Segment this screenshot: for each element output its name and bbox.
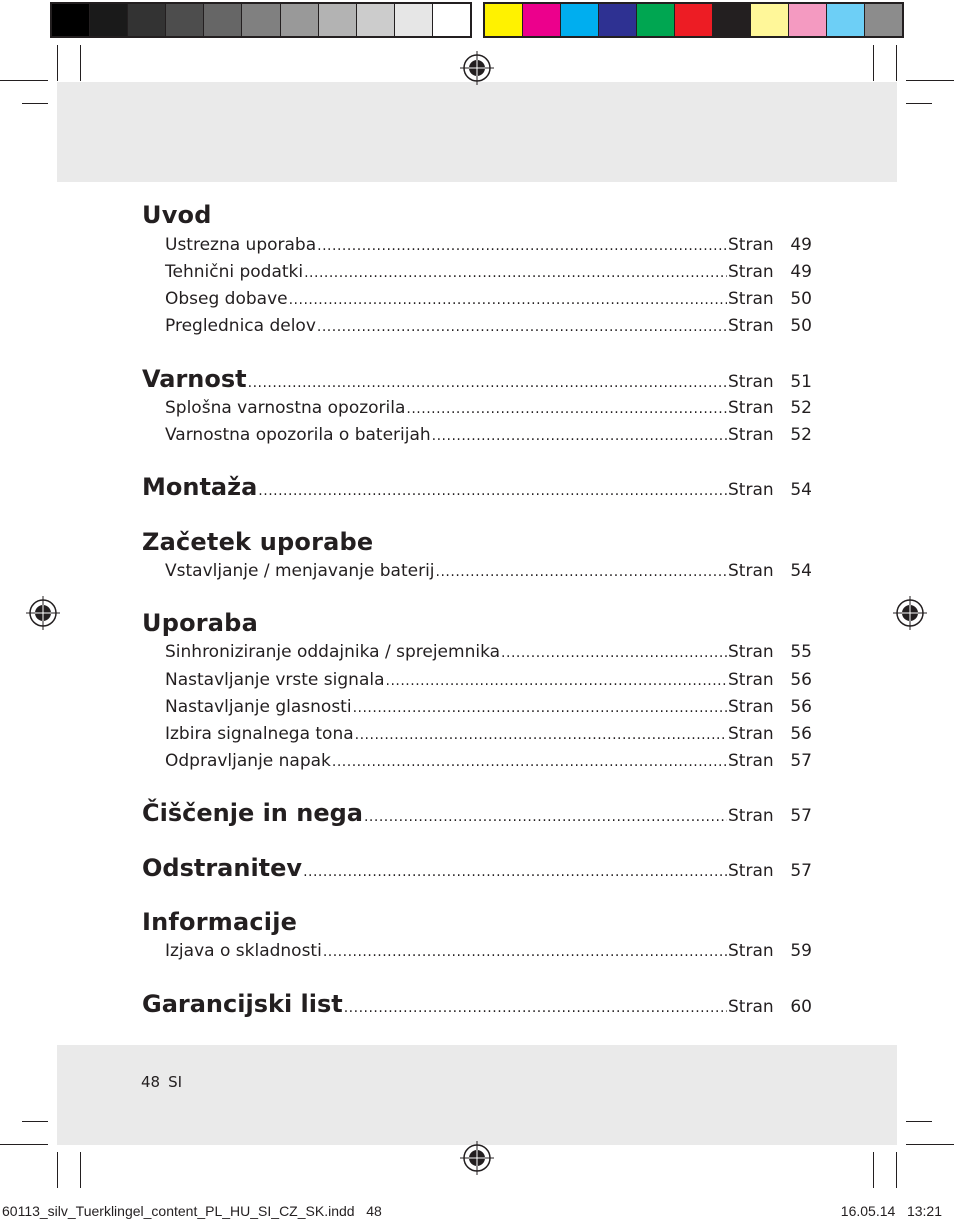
- crop-mark: [80, 1152, 81, 1188]
- slug-filename: 60113_silv_Tuerklingel_content_PL_HU_SI_CZ_SK.indd 48: [2, 1203, 382, 1219]
- registration-mark-icon: [460, 1141, 494, 1175]
- crop-mark: [906, 1144, 954, 1145]
- toc-leader: [355, 727, 727, 743]
- toc-leader: [317, 238, 727, 254]
- crop-mark: [22, 103, 48, 104]
- gray-swatch: [281, 4, 319, 36]
- crop-mark: [57, 1152, 58, 1188]
- toc-leader: [323, 944, 727, 960]
- toc-heading-entry: [142, 365, 812, 395]
- toc-heading-entry: [142, 473, 812, 503]
- registration-mark-icon: [460, 51, 494, 85]
- gray-swatch: [433, 4, 470, 36]
- toc-stran: Stran: [728, 997, 774, 1017]
- toc-page-number: 54: [790, 561, 812, 581]
- toc-stran: Stran: [728, 642, 774, 662]
- toc-stran: Stran: [728, 670, 774, 690]
- crop-mark: [906, 80, 954, 81]
- crop-mark: [896, 1152, 897, 1188]
- toc-entry-label: Odpravljanje napak: [165, 751, 331, 771]
- toc-entry-label: Obseg dobave: [165, 289, 288, 309]
- toc-entry: [165, 262, 812, 284]
- toc-stran: Stran: [728, 697, 774, 717]
- footer-band: [57, 1045, 897, 1145]
- crop-mark: [873, 1152, 874, 1188]
- toc-entry: [165, 316, 812, 338]
- toc-entry: [165, 642, 812, 664]
- toc-leader: [501, 645, 727, 661]
- toc-section-title: Montaža: [142, 473, 258, 501]
- toc-leader: [344, 1000, 727, 1016]
- toc-leader: [406, 401, 727, 417]
- toc-entry: [165, 235, 812, 257]
- toc-leader: [332, 754, 727, 770]
- toc-page-number: 57: [790, 751, 812, 771]
- toc-leader: [258, 483, 727, 499]
- toc-entry: [165, 724, 812, 746]
- toc-stran: Stran: [728, 941, 774, 961]
- gray-swatch: [357, 4, 395, 36]
- toc-stran: Stran: [728, 861, 774, 881]
- toc-page-number: 49: [790, 235, 812, 255]
- crop-mark: [873, 45, 874, 81]
- toc-entry: [165, 697, 812, 719]
- page-number: 48: [141, 1073, 161, 1091]
- toc-leader: [304, 265, 727, 281]
- color-swatch: [713, 4, 751, 36]
- color-swatch: [789, 4, 827, 36]
- gray-swatch: [242, 4, 280, 36]
- color-swatch: [561, 4, 599, 36]
- toc-stran: Stran: [728, 724, 774, 744]
- slug-datetime: 16.05.14 13:21: [840, 1203, 942, 1219]
- toc-entry-label: Izbira signalnega tona: [165, 724, 354, 744]
- color-swatch: [523, 4, 561, 36]
- color-swatch: [637, 4, 675, 36]
- toc-entry: [165, 561, 812, 583]
- toc-leader: [317, 319, 727, 335]
- toc-entry-label: Nastavljanje glasnosti: [165, 697, 352, 717]
- toc-entry: [165, 289, 812, 311]
- toc-entry-label: Ustrezna uporaba: [165, 235, 317, 255]
- toc-entry: [165, 751, 812, 773]
- color-swatch: [485, 4, 523, 36]
- toc-stran: Stran: [728, 235, 774, 255]
- crop-mark: [80, 45, 81, 81]
- toc-leader: [432, 428, 727, 444]
- crop-mark: [896, 45, 897, 81]
- toc-stran: Stran: [728, 316, 774, 336]
- toc-stran: Stran: [728, 751, 774, 771]
- toc-leader: [248, 375, 727, 391]
- toc-section-title: Čiščenje in nega: [142, 799, 363, 827]
- toc-section-title: Uporaba: [142, 609, 258, 637]
- toc-leader: [303, 864, 727, 880]
- color-swatch: [599, 4, 637, 36]
- toc-entry-label: Sinhroniziranje oddajnika / sprejemnika: [165, 642, 501, 662]
- toc-page-number: 55: [790, 642, 812, 662]
- toc-page-number: 56: [790, 697, 812, 717]
- toc-entry: [165, 670, 812, 692]
- toc-section-title: Odstranitev: [142, 854, 303, 882]
- crop-mark: [906, 103, 932, 104]
- toc-stran: Stran: [728, 480, 774, 500]
- toc-page-number: 56: [790, 724, 812, 744]
- toc-page-number: 52: [790, 398, 812, 418]
- toc-entry: [165, 425, 812, 447]
- toc-stran: Stran: [728, 561, 774, 581]
- toc-page-number: 52: [790, 425, 812, 445]
- crop-mark: [906, 1121, 932, 1122]
- toc-entry-label: Tehnični podatki: [165, 262, 304, 282]
- crop-mark: [22, 1121, 48, 1122]
- gray-color-bar: [50, 2, 472, 38]
- toc-leader: [436, 564, 727, 580]
- toc-entry-label: Splošna varnostna opozorila: [165, 398, 406, 418]
- gray-swatch: [319, 4, 357, 36]
- toc-entry-label: Vstavljanje / menjavanje baterij: [165, 561, 435, 581]
- crop-mark: [0, 80, 48, 81]
- crop-mark: [0, 1144, 48, 1145]
- toc-heading-entry: [142, 990, 812, 1020]
- toc-page-number: 50: [790, 289, 812, 309]
- gray-swatch: [128, 4, 166, 36]
- toc-stran: Stran: [728, 262, 774, 282]
- toc-page-number: 60: [790, 997, 812, 1017]
- toc-leader: [289, 292, 727, 308]
- toc-page-number: 49: [790, 262, 812, 282]
- color-swatch: [675, 4, 713, 36]
- language-code: SI: [168, 1073, 183, 1091]
- toc-page-number: 56: [790, 670, 812, 690]
- gray-swatch: [395, 4, 433, 36]
- toc-entry-label: Nastavljanje vrste signala: [165, 670, 385, 690]
- gray-swatch: [52, 4, 90, 36]
- toc-entry-label: Izjava o skladnosti: [165, 941, 322, 961]
- toc-section-title: Garancijski list: [142, 990, 343, 1018]
- registration-mark-icon: [893, 596, 927, 630]
- page-folio: [141, 1073, 190, 1091]
- toc-stran: Stran: [728, 372, 774, 392]
- gray-swatch: [204, 4, 242, 36]
- gray-swatch: [166, 4, 204, 36]
- header-band: [57, 82, 897, 182]
- toc-page-number: 59: [790, 941, 812, 961]
- toc-entry-label: Preglednica delov: [165, 316, 316, 336]
- toc-section-title: Informacije: [142, 908, 298, 936]
- toc-page-number: 57: [790, 806, 812, 826]
- toc-entry-label: Varnostna opozorila o baterijah: [165, 425, 431, 445]
- toc-stran: Stran: [728, 806, 774, 826]
- color-swatch: [827, 4, 865, 36]
- toc-page-number: 50: [790, 316, 812, 336]
- toc-section-title: Varnost: [142, 365, 247, 393]
- toc-page-number: 51: [790, 372, 812, 392]
- toc-entry: [165, 398, 812, 420]
- process-color-bar: [483, 2, 904, 38]
- toc-heading-entry: [142, 854, 812, 884]
- toc-stran: Stran: [728, 398, 774, 418]
- toc-section-title: Uvod: [142, 201, 212, 229]
- toc-stran: Stran: [728, 289, 774, 309]
- toc-heading-entry: [142, 799, 812, 829]
- color-swatch: [751, 4, 789, 36]
- gray-swatch: [90, 4, 128, 36]
- color-swatch: [865, 4, 902, 36]
- toc-entry: [165, 941, 812, 963]
- toc-section-title: Začetek uporabe: [142, 528, 374, 556]
- toc-page-number: 57: [790, 861, 812, 881]
- toc-stran: Stran: [728, 425, 774, 445]
- toc-page-number: 54: [790, 480, 812, 500]
- toc-leader: [364, 809, 727, 825]
- crop-mark: [57, 45, 58, 81]
- toc-leader: [353, 700, 727, 716]
- toc-leader: [386, 673, 728, 689]
- registration-mark-icon: [26, 596, 60, 630]
